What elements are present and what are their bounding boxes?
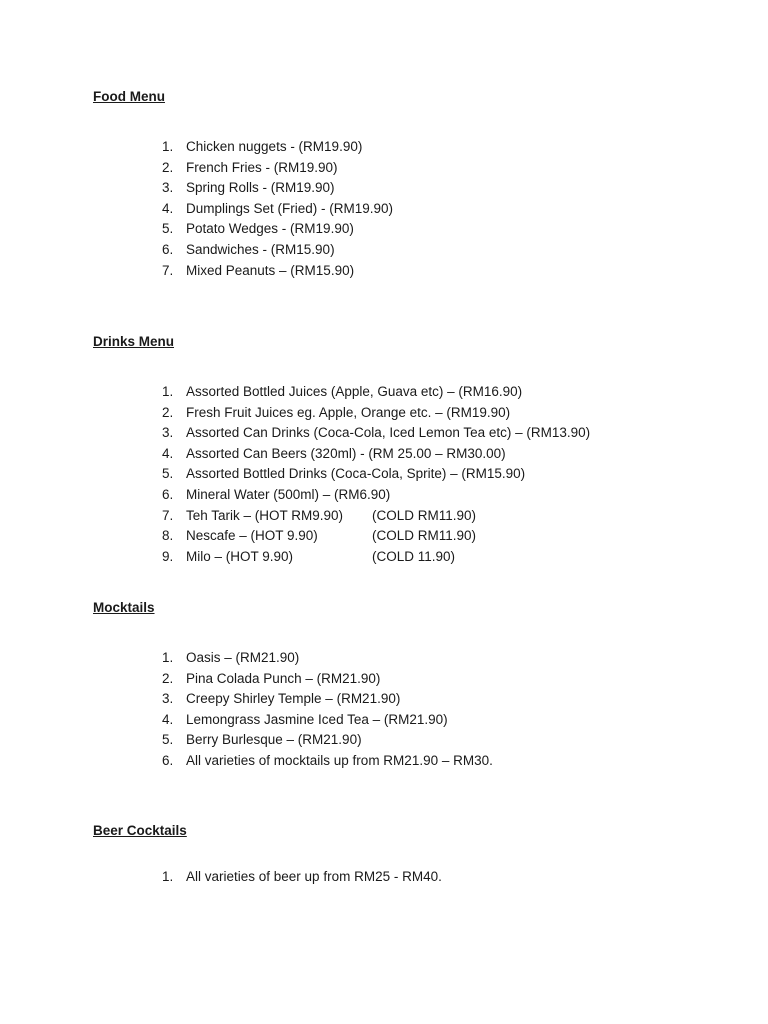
item-text: Oasis – (RM21.90) (186, 650, 300, 665)
item-text: Spring Rolls - (RM19.90) (186, 180, 335, 196)
item-number: 3. (162, 425, 174, 441)
item-number: 4. (162, 445, 174, 461)
item-text: French Fries - (RM19.90) (186, 159, 338, 175)
list-item (93, 219, 733, 240)
item-text: Chicken nuggets - (RM19.90) (186, 139, 363, 154)
list-item (93, 526, 733, 547)
item-number: 1. (162, 139, 174, 154)
item-number: 5. (162, 732, 174, 748)
list-item (93, 730, 733, 751)
list-item (93, 464, 733, 485)
item-number: 5. (162, 221, 174, 237)
item-text: Fresh Fruit Juices eg. Apple, Orange etc. – (RM19.90) (186, 404, 511, 420)
list-item (93, 867, 733, 888)
item-text: Pina Colada Punch – (RM21.90) (186, 670, 381, 686)
mocktails-heading: Mocktails (93, 600, 155, 615)
list-item (93, 669, 733, 690)
list-item (93, 485, 733, 506)
list-item (93, 547, 733, 568)
item-number: 2. (162, 670, 174, 686)
item-text: Creepy Shirley Temple – (RM21.90) (186, 691, 401, 707)
item-number: 7. (162, 262, 174, 278)
item-text: Dumplings Set (Fried) - (RM19.90) (186, 200, 394, 216)
drinks-menu-list (93, 382, 733, 567)
item-number: 8. (162, 528, 174, 544)
item-number: 6. (162, 752, 174, 768)
list-item (93, 506, 733, 527)
item-number: 5. (162, 466, 174, 482)
item-number: 1. (162, 869, 174, 884)
list-item (93, 648, 733, 669)
list-item (93, 403, 733, 424)
item-number: 2. (162, 159, 174, 175)
item-text: Lemongrass Jasmine Iced Tea – (RM21.90) (186, 711, 448, 727)
list-item (93, 137, 733, 158)
item-number: 3. (162, 691, 174, 707)
item-number: 4. (162, 711, 174, 727)
list-item (93, 240, 733, 261)
item-text: All varieties of mocktails up from RM21.90 – RM30. (186, 752, 493, 768)
item-text: Teh Tarik – (HOT RM9.90) (186, 507, 344, 523)
item-text: Assorted Can Beers (320ml) - (RM 25.00 – RM30.00) (186, 445, 506, 461)
list-item (93, 199, 733, 220)
item-number: 6. (162, 241, 174, 257)
drinks-menu-section (93, 333, 733, 567)
list-item (93, 689, 733, 710)
list-item (93, 710, 733, 731)
list-item (93, 444, 733, 465)
item-text: Mineral Water (500ml) – (RM6.90) (186, 486, 391, 502)
item-number: 1. (162, 650, 174, 665)
mocktails-section (93, 599, 733, 772)
mocktails-list (93, 648, 733, 772)
item-number: 4. (162, 200, 174, 216)
item-text: Sandwiches - (RM15.90) (186, 241, 335, 257)
food-menu-section (93, 88, 733, 281)
item-text: Assorted Bottled Juices (Apple, Guava etc) – (RM16.90) (186, 384, 523, 399)
list-item (93, 178, 733, 199)
item-number: 9. (162, 548, 174, 564)
beer-cocktails-section (93, 822, 733, 888)
list-item (93, 382, 733, 403)
beer-cocktails-list (93, 867, 733, 888)
item-number: 7. (162, 507, 174, 523)
beer-cocktails-heading: Beer Cocktails (93, 823, 187, 838)
drinks-menu-heading: Drinks Menu (93, 334, 175, 349)
list-item (93, 261, 733, 282)
list-item (93, 158, 733, 179)
item-text: Milo – (HOT 9.90) (186, 548, 294, 564)
item-text: Assorted Can Drinks (Coca-Cola, Iced Lemon Tea etc) – (RM13.90) (186, 425, 591, 441)
item-text: Nescafe – (HOT 9.90) (186, 528, 318, 544)
item-text: Potato Wedges - (RM19.90) (186, 221, 354, 237)
item-cold-price: (COLD RM11.90) (372, 528, 477, 544)
item-text: Assorted Bottled Drinks (Coca-Cola, Sprite) – (RM15.90) (186, 466, 526, 482)
food-menu-list (93, 137, 733, 281)
item-text: All varieties of beer up from RM25 - RM40. (186, 869, 442, 884)
item-number: 6. (162, 486, 174, 502)
list-item (93, 423, 733, 444)
list-item (93, 751, 733, 772)
item-cold-price: (COLD 11.90) (372, 548, 456, 564)
item-number: 3. (162, 180, 174, 196)
food-menu-heading: Food Menu (93, 89, 165, 104)
item-number: 1. (162, 384, 174, 399)
item-text: Mixed Peanuts – (RM15.90) (186, 262, 355, 278)
item-cold-price: (COLD RM11.90) (372, 507, 477, 523)
item-text: Berry Burlesque – (RM21.90) (186, 732, 362, 748)
item-number: 2. (162, 404, 174, 420)
